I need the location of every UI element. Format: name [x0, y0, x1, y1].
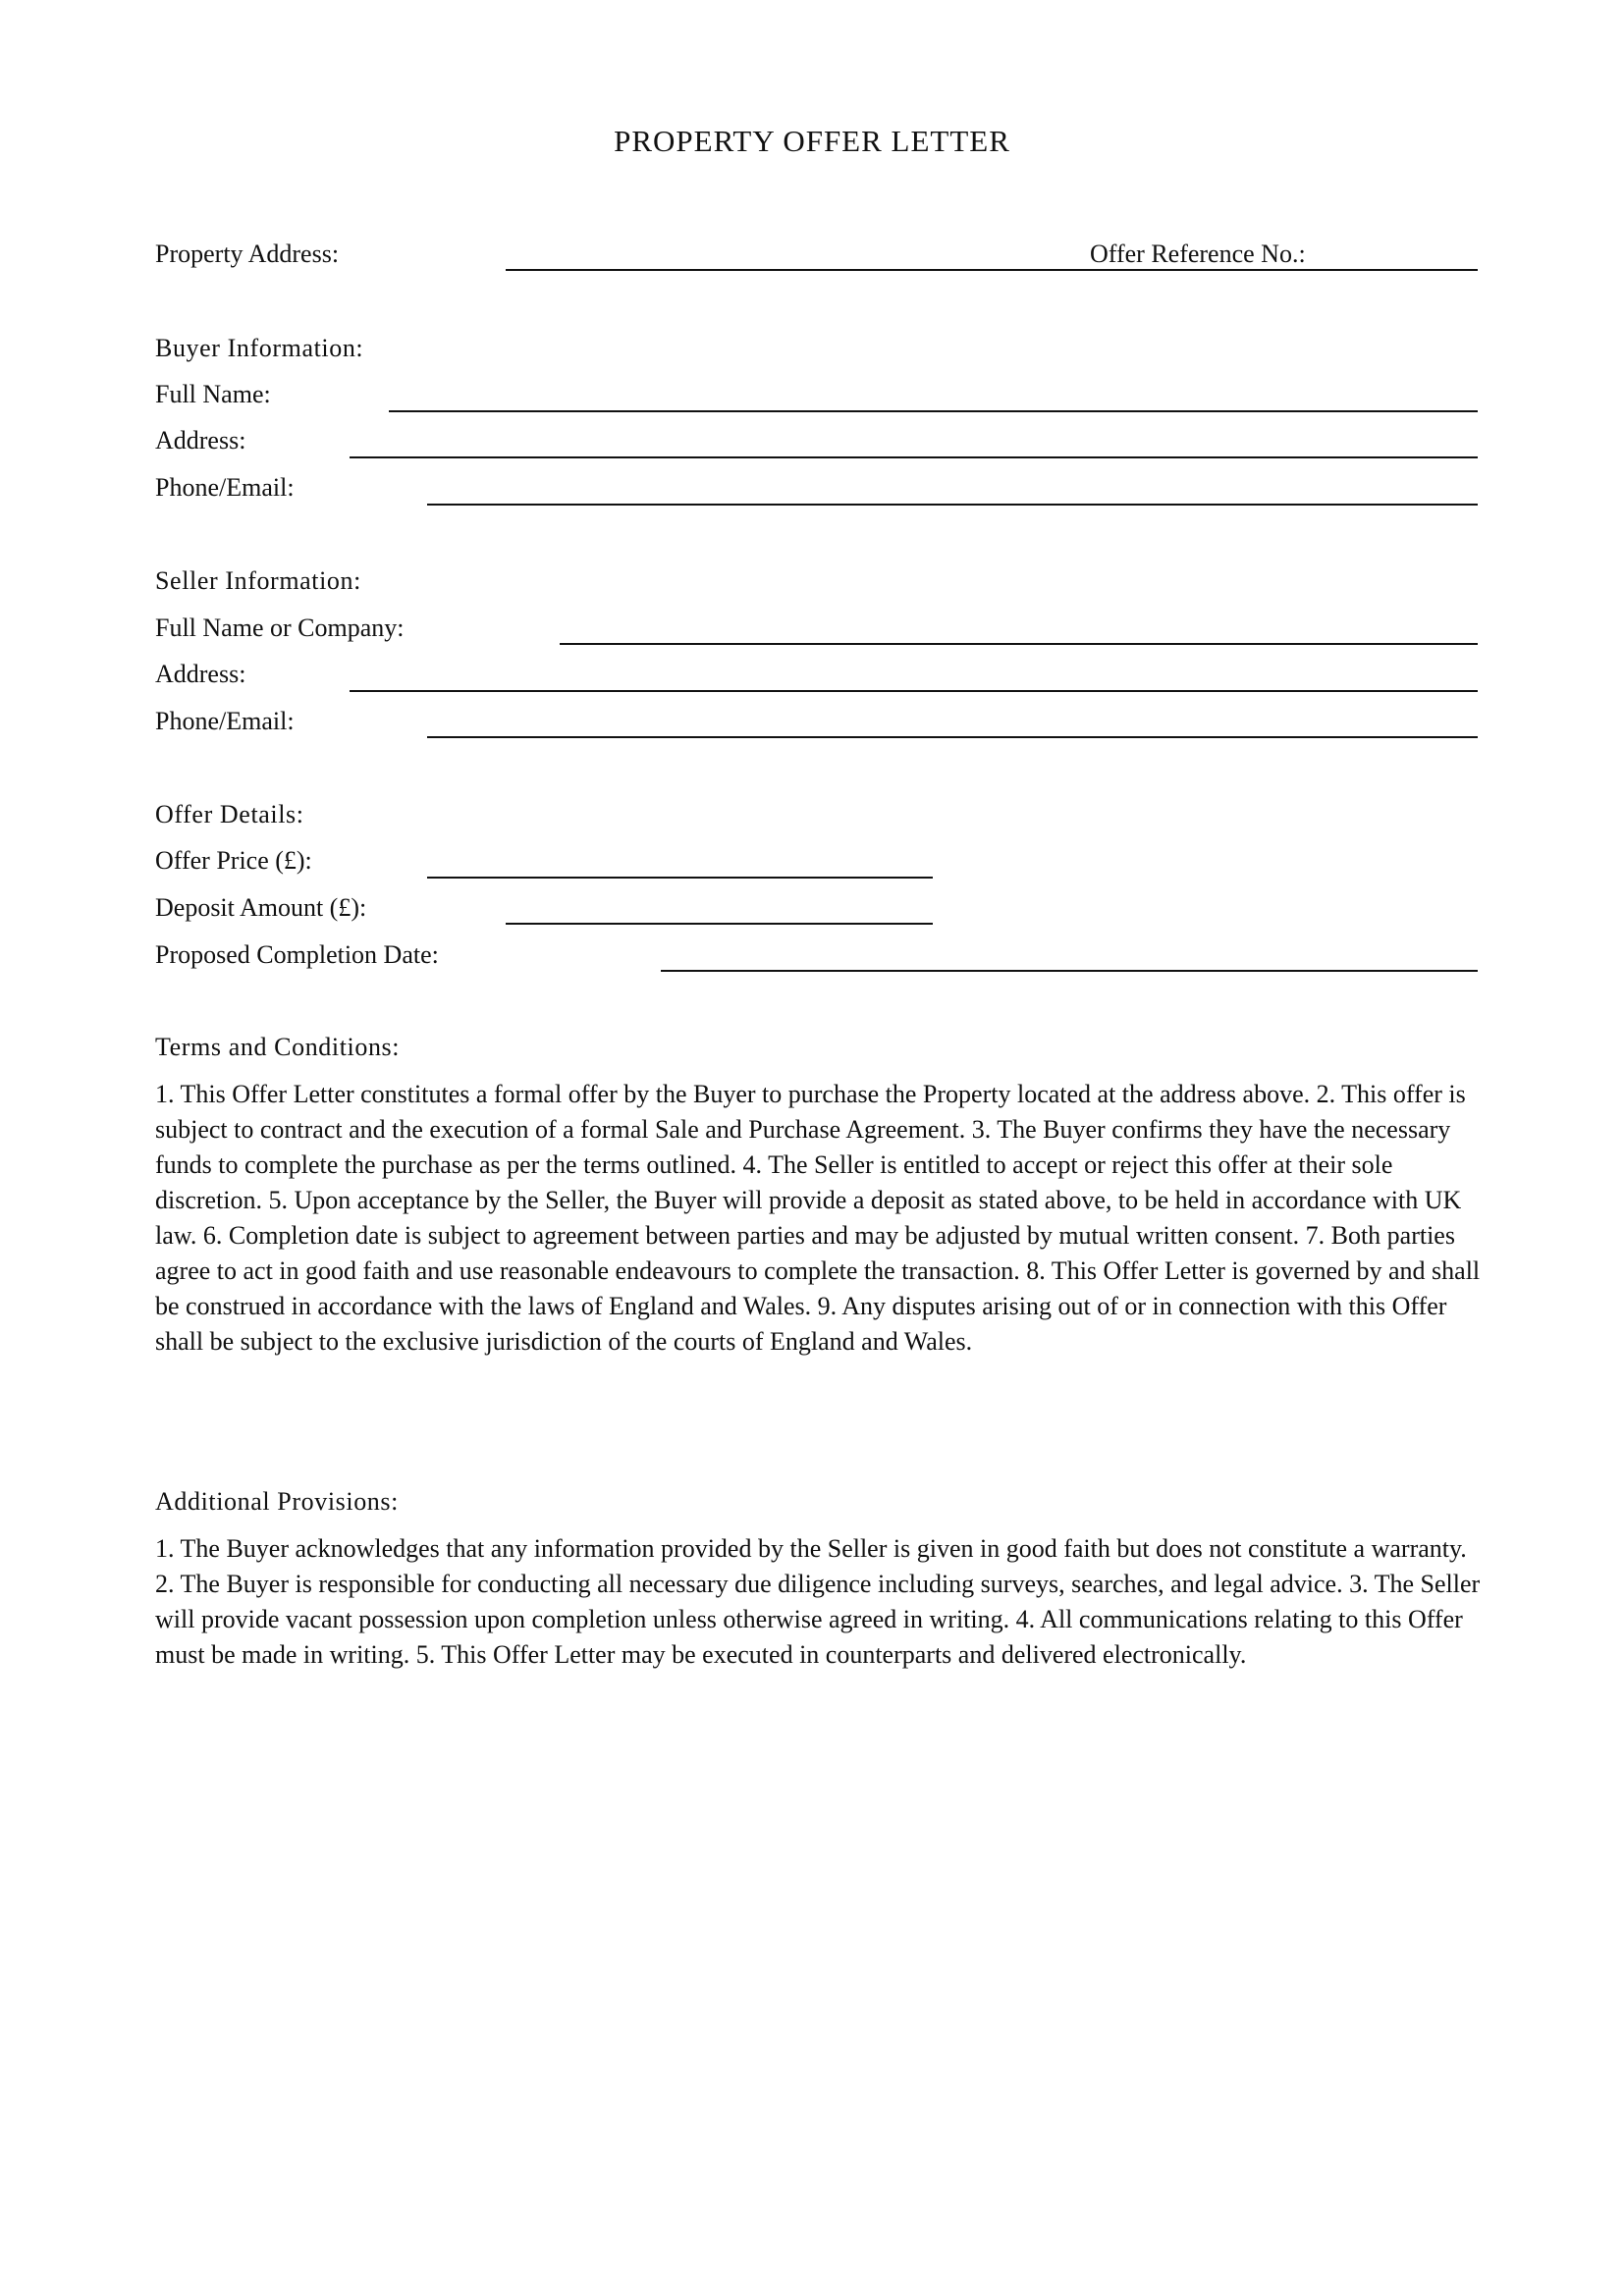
seller-phone-email-field[interactable] [427, 736, 1478, 738]
terms-heading: Terms and Conditions: [155, 1033, 401, 1061]
offer-price-label: Offer Price (£): [155, 846, 312, 875]
seller-address-field[interactable] [350, 690, 1478, 692]
offer-details-heading: Offer Details: [155, 800, 304, 828]
buyer-full-name-field[interactable] [389, 410, 1478, 412]
buyer-phone-email-field[interactable] [427, 504, 1478, 506]
additional-provisions-text: 1. The Buyer acknowledges that any information provided by the Seller is given in good faith but does not constitute a warranty. 2. The Buyer is responsible for conducting all necessary due diligence including surveys, searches, and legal advice. 3. The Seller will provide vacant possession upon completion unless otherwise agreed in writing. 4. All communications relating to this Offer must be made in writing. 5. This Offer Letter may be executed in counterparts and delivered electronically. [155, 1534, 1481, 1669]
additional-provisions-heading: Additional Provisions: [155, 1487, 399, 1516]
seller-full-name-field[interactable] [560, 643, 1478, 645]
offer-reference-label: Offer Reference No.: [1090, 240, 1306, 268]
property-address-field[interactable] [506, 269, 1095, 271]
property-address-label: Property Address: [155, 240, 340, 268]
terms-text: 1. This Offer Letter constitutes a formal offer by the Buyer to purchase the Property located at the address above. 2. This offer is subject to contract and the execution of a formal Sale and Purchase Agreement. 3. The Buyer confirms they have the necessary funds to complete the purchase as per the terms outlined. 4. The Seller is entitled to accept or reject this offer at their sole discretion. 5. Upon acceptance by the Seller, the Buyer will provide a deposit as stated above, to be held in accordance with UK law. 6. Completion date is subject to agreement between parties and may be adjusted by mutual written consent. 7. Both parties agree to act in good faith and use reasonable endeavours to complete the transaction. 8. This Offer Letter is governed by and shall be construed in accordance with the laws of England and Wales. 9. Any disputes arising out of or in connection with this Offer shall be subject to the exclusive jurisdiction of the courts of England and Wales. [155, 1080, 1481, 1356]
deposit-amount-field[interactable] [506, 923, 933, 925]
completion-date-label: Proposed Completion Date: [155, 940, 439, 969]
seller-phone-email-label: Phone/Email: [155, 707, 295, 735]
buyer-address-field[interactable] [350, 456, 1478, 458]
document-title: PROPERTY OFFER LETTER [614, 124, 1010, 158]
buyer-phone-email-label: Phone/Email: [155, 473, 295, 502]
seller-address-label: Address: [155, 660, 246, 688]
offer-reference-field[interactable] [1095, 269, 1478, 271]
seller-full-name-label: Full Name or Company: [155, 614, 405, 642]
buyer-address-label: Address: [155, 426, 246, 454]
completion-date-field[interactable] [661, 970, 1478, 972]
buyer-information-heading: Buyer Information: [155, 334, 364, 362]
seller-information-heading: Seller Information: [155, 566, 361, 595]
buyer-full-name-label: Full Name: [155, 380, 271, 408]
offer-price-field[interactable] [427, 877, 933, 879]
deposit-amount-label: Deposit Amount (£): [155, 893, 367, 922]
